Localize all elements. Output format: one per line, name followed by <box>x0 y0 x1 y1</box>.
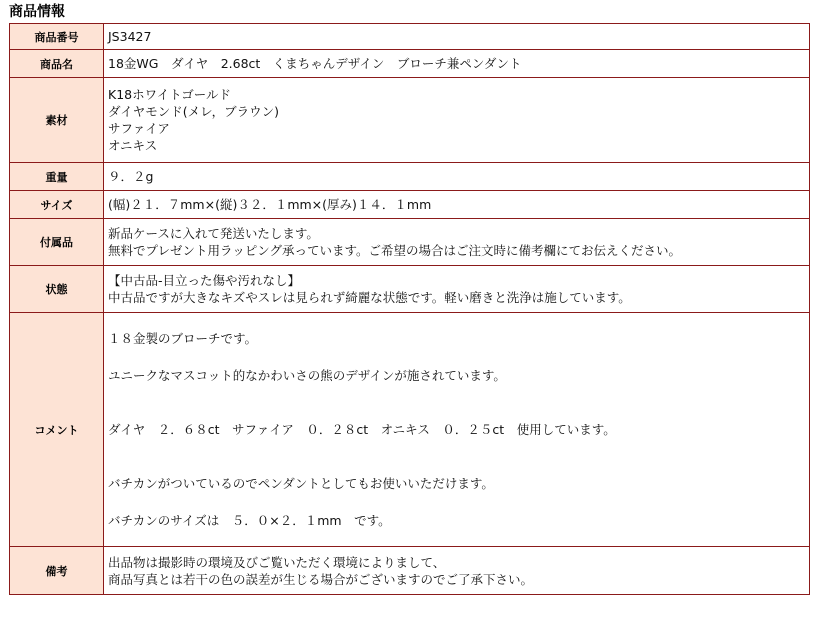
row-material <box>10 78 810 163</box>
value-line: 出品物は撮影時の環境及びご覧いただく環境によりまして、 <box>108 554 446 570</box>
row-accessories <box>10 219 810 266</box>
value-line: 【中古品-目立った傷や汚れなし】 <box>108 273 301 288</box>
section-heading: 商品情報 <box>9 4 65 20</box>
value-line: ユニークなマスコット的なかわいさの熊のデザインが施されています。 <box>108 368 506 383</box>
value-size <box>104 191 810 219</box>
row-product-number <box>10 24 810 50</box>
value-line: 中古品ですが大きなキズやスレは見られず綺麗な状態です。軽い磨きと洗浄は施しています。 <box>108 290 631 305</box>
value-product-number <box>104 24 810 50</box>
label-size: サイズ <box>10 191 104 219</box>
value-line: JS3427 <box>108 29 152 44</box>
label-product-name: 商品名 <box>10 50 104 78</box>
value-material <box>104 78 810 163</box>
label-condition: 状態 <box>10 266 104 313</box>
label-weight: 重量 <box>10 163 104 191</box>
value-product-name <box>104 50 810 78</box>
row-product-name <box>10 50 810 78</box>
label-product-number: 商品番号 <box>10 24 104 50</box>
value-line: サファイア <box>108 121 170 136</box>
label-comment: コメント <box>10 313 104 547</box>
value-line: 商品写真とは若干の色の誤差が生じる場合がございますのでご了承下さい。 <box>108 571 534 587</box>
value-notes <box>104 547 810 595</box>
value-line: 新品ケースに入れて発送いたします。 <box>108 226 319 241</box>
row-condition <box>10 266 810 313</box>
value-line: (幅)２１．７mm×(縦)３２．１mm×(厚み)１４．１mm <box>108 197 432 212</box>
value-line: バチカンのサイズは ５．０×２．１mm です。 <box>108 513 391 528</box>
row-weight <box>10 163 810 191</box>
label-notes: 備考 <box>10 547 104 595</box>
label-material: 素材 <box>10 78 104 163</box>
value-weight <box>104 163 810 191</box>
value-comment <box>104 313 810 547</box>
row-comment <box>10 313 810 547</box>
value-accessories <box>104 219 810 266</box>
value-line: K18ホワイトゴールド <box>108 87 231 102</box>
label-accessories: 付属品 <box>10 219 104 266</box>
value-line: 無料でプレゼント用ラッピング承っています。ご希望の場合はご注文時に備考欄にてお伝えください。 <box>108 243 682 258</box>
value-line: ダイヤ ２．６８ct サファイア ０．２８ct オニキス ０．２５ct 使用しています。 <box>108 422 616 437</box>
value-line: ダイヤモンド(メレ，ブラウン) <box>108 104 280 119</box>
value-line: 18金WG ダイヤ 2.68ct くまちゃんデザイン ブローチ兼ペンダント <box>108 56 522 71</box>
value-line: ９．２g <box>108 169 154 184</box>
value-line: バチカンがついているのでペンダントとしてもお使いいただけます。 <box>108 476 494 491</box>
value-condition <box>104 266 810 313</box>
product-info-table <box>9 23 810 595</box>
value-line: １８金製のブローチです。 <box>108 331 258 346</box>
row-size <box>10 191 810 219</box>
value-line: オニキス <box>108 138 158 153</box>
row-notes <box>10 547 810 595</box>
